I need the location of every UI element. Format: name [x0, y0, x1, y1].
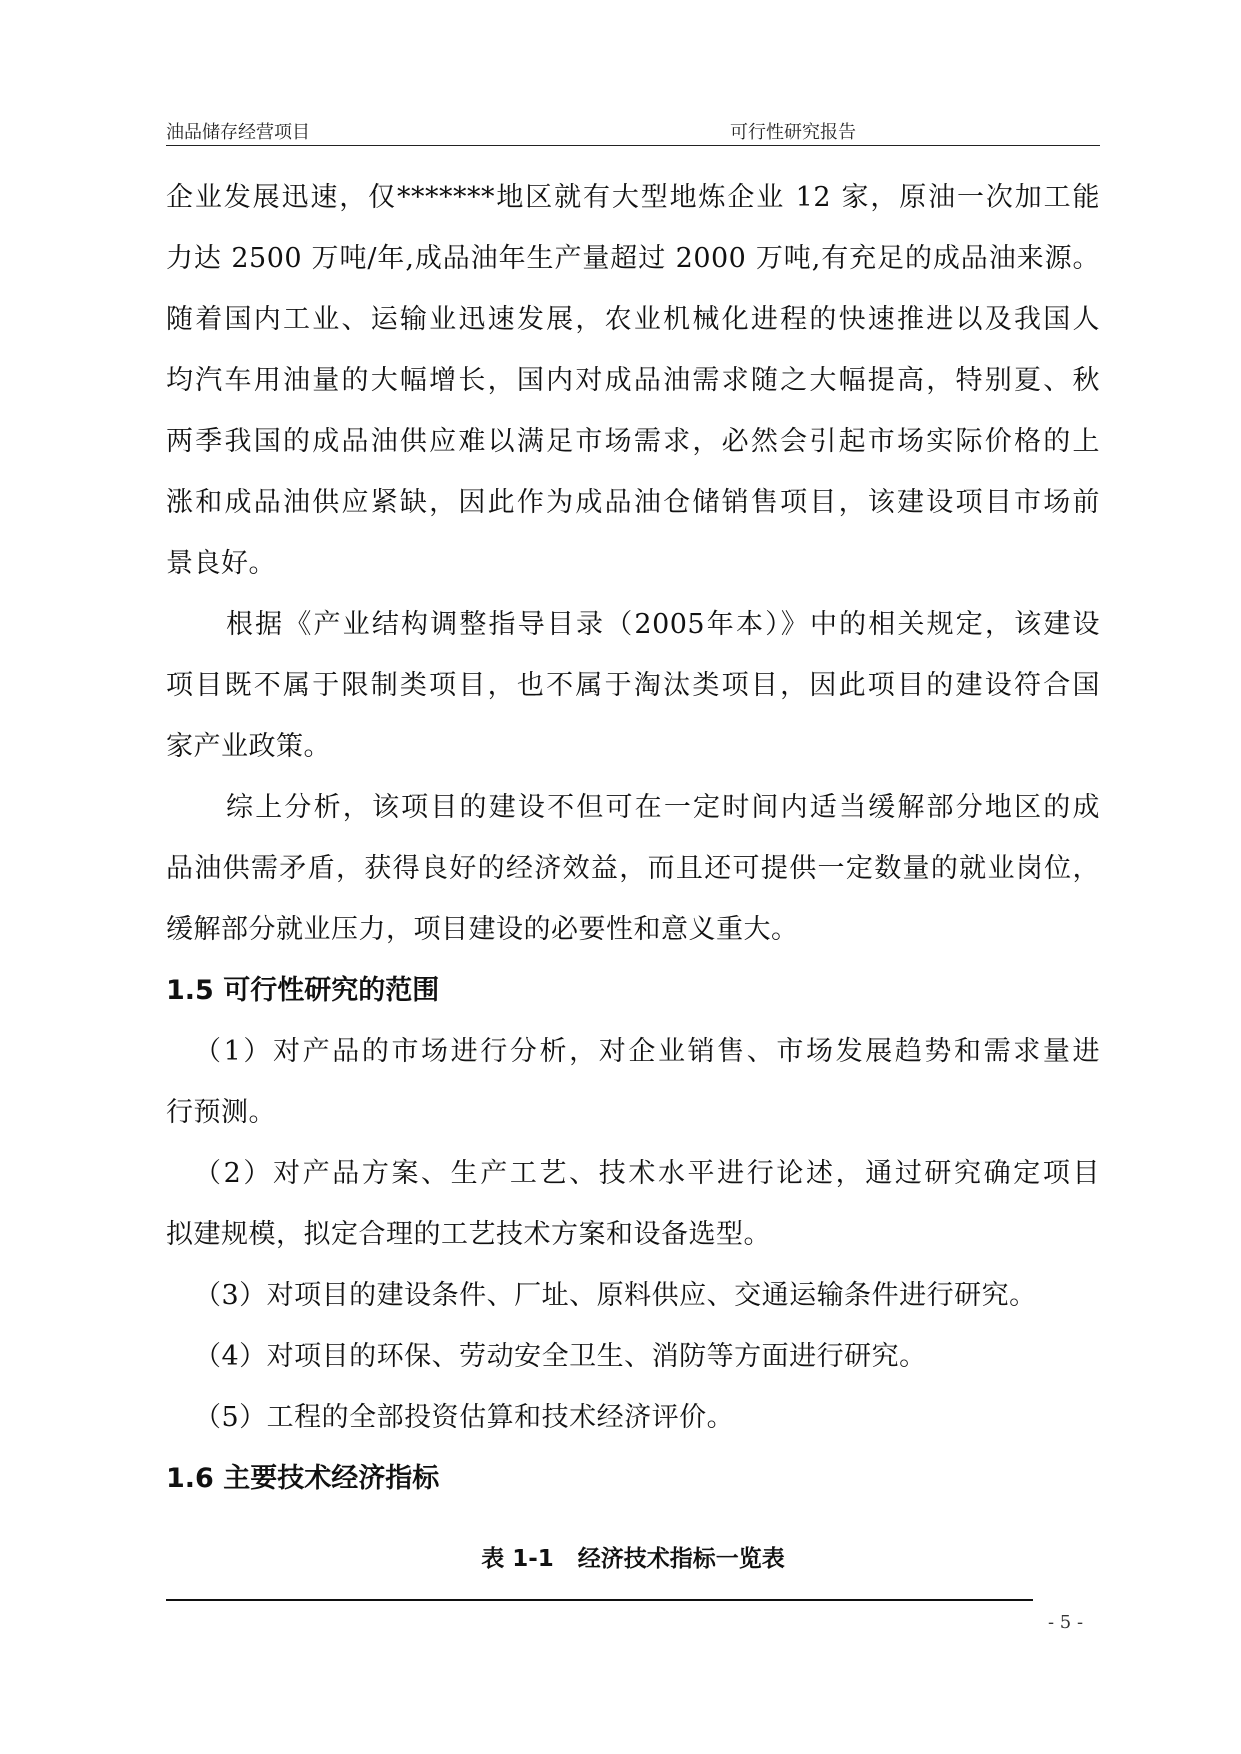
section-heading-1-6: 1.6 主要技术经济指标: [166, 1463, 440, 1494]
header-divider: [166, 145, 1100, 146]
list-item-line: 拟建规模，拟定合理的工艺技术方案和设备选型。: [166, 1219, 771, 1250]
page-number: - 5 -: [1048, 1612, 1084, 1633]
paragraph-line: 力达 2500 万吨/年,成品油年生产量超过 2000 万吨,有充足的成品油来源。: [166, 243, 1100, 274]
list-item-line: （1）对产品的市场进行分析，对企业销售、市场发展趋势和需求量进: [194, 1036, 1100, 1067]
paragraph-line: 企业发展迅速，仅*******地区就有大型地炼企业 12 家，原油一次加工能: [166, 182, 1100, 213]
list-item-line: （3）对项目的建设条件、厂址、原料供应、交通运输条件进行研究。: [194, 1280, 1037, 1311]
paragraph-line: 均汽车用油量的大幅增长，国内对成品油需求随之大幅提高，特别夏、秋: [166, 365, 1100, 396]
list-item-line: 行预测。: [166, 1097, 276, 1128]
paragraph-line: 家产业政策。: [166, 731, 331, 762]
list-item-line: （2）对产品方案、生产工艺、技术水平进行论述，通过研究确定项目: [194, 1158, 1100, 1189]
paragraph-line: 随着国内工业、运输业迅速发展，农业机械化进程的快速推进以及我国人: [166, 304, 1100, 335]
paragraph-line: 两季我国的成品油供应难以满足市场需求，必然会引起市场实际价格的上: [166, 426, 1100, 457]
list-item-line: （4）对项目的环保、劳动安全卫生、消防等方面进行研究。: [194, 1341, 927, 1372]
section-heading-1-5: 1.5 可行性研究的范围: [166, 975, 440, 1006]
table-top-rule: [166, 1599, 1033, 1601]
header-right-title: 可行性研究报告: [730, 122, 856, 143]
paragraph-line: 综上分析，该项目的建设不但可在一定时间内适当缓解部分地区的成: [226, 792, 1100, 823]
paragraph-line: 缓解部分就业压力，项目建设的必要性和意义重大。: [166, 914, 799, 945]
header-left-title: 油品储存经营项目: [166, 122, 310, 143]
document-body: [166, 178, 1100, 1520]
paragraph-line: 项目既不属于限制类项目，也不属于淘汰类项目，因此项目的建设符合国: [166, 670, 1100, 701]
table-caption: 表 1-1 经济技术指标一览表: [481, 1546, 785, 1572]
paragraph-line: 景良好。: [166, 548, 276, 579]
paragraph-line: 品油供需矛盾，获得良好的经济效益，而且还可提供一定数量的就业岗位，: [166, 853, 1100, 884]
paragraph-line: 根据《产业结构调整指导目录（2005年本）》中的相关规定，该建设: [226, 609, 1100, 640]
paragraph-line: 涨和成品油供应紧缺，因此作为成品油仓储销售项目，该建设项目市场前: [166, 487, 1100, 518]
list-item-line: （5）工程的全部投资估算和技术经济评价。: [194, 1402, 735, 1433]
